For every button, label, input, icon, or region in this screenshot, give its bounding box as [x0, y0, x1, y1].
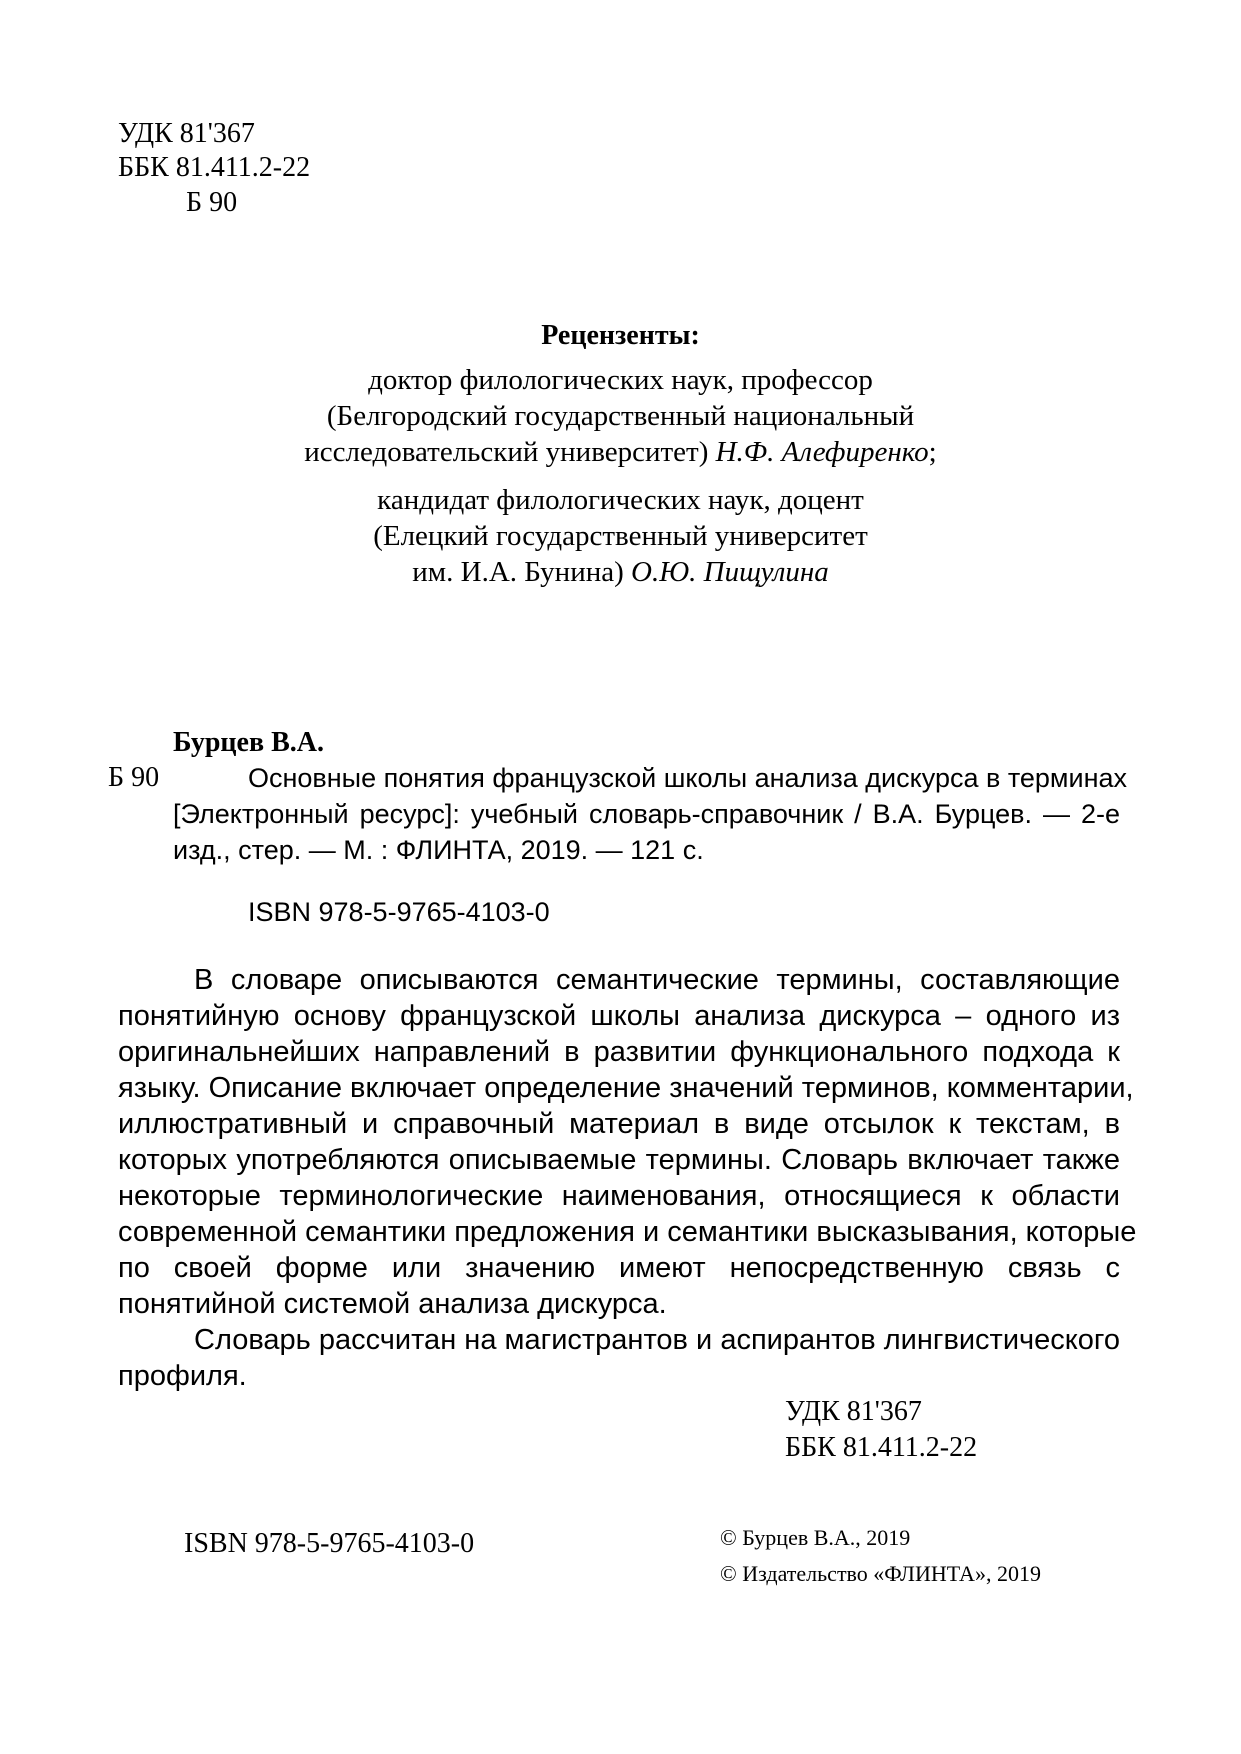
- reviewer1-affiliation-name: [0, 436, 1241, 468]
- book-author: Бурцев В.А.: [173, 727, 324, 758]
- isbn-record: ISBN 978-5-9765-4103-0: [248, 897, 550, 927]
- reviewers-heading: Рецензенты:: [541, 320, 700, 351]
- annotation-audience-line: Словарь рассчитан на магистрантов и аспирантов лингвистического: [194, 1324, 1120, 1356]
- bibliographic-line-2: [Электронный ресурс]: учебный словарь-справочник / В.А. Бурцев. — 2-е: [173, 799, 1120, 829]
- author-mark-top: Б 90: [186, 187, 238, 218]
- author-mark-record: Б 90: [108, 762, 160, 793]
- reviewer1-name: Н.Ф. Алефиренко: [715, 436, 929, 468]
- udk-code-top: УДК 81'367: [118, 118, 255, 149]
- annotation-line: современной семантики предложения и семантики высказывания, которые: [118, 1216, 1137, 1248]
- annotation-audience-line: профиля.: [118, 1360, 247, 1392]
- annotation-line: языку. Описание включает определение значений терминов, комментарии,: [118, 1072, 1134, 1104]
- reviewer1-affiliation-end: исследовательский университет): [304, 436, 716, 468]
- reviewer1-affiliation: (Белгородский государственный национальный: [326, 400, 915, 432]
- bbk-code-bottom: ББК 81.411.2-22: [785, 1432, 978, 1463]
- annotation-line: понятийной системой анализа дискурса.: [118, 1288, 667, 1320]
- bibliographic-line-3: изд., стер. — М. : ФЛИНТА, 2019. — 121 с.: [173, 835, 704, 865]
- copyright-author: © Бурцев В.А., 2019: [720, 1525, 911, 1550]
- annotation-line: В словаре описываются семантические термины, составляющие: [194, 964, 1120, 996]
- reviewer2-name: О.Ю. Пищулина: [631, 556, 829, 588]
- reviewer2-affiliation: (Елецкий государственный университет: [373, 520, 868, 552]
- reviewer2-title: кандидат филологических наук, доцент: [377, 484, 864, 516]
- reviewer2-affiliation-name: [0, 556, 1241, 588]
- reviewer1-title: доктор филологических наук, профессор: [368, 364, 873, 396]
- annotation-line: по своей форме или значению имеют непосредственную связь с: [118, 1252, 1120, 1284]
- udk-code-bottom: УДК 81'367: [785, 1396, 922, 1427]
- bibliographic-line-1: Основные понятия французской школы анализа дискурса в терминах: [248, 763, 1127, 793]
- bbk-code-top: ББК 81.411.2-22: [118, 152, 311, 183]
- annotation-line: иллюстративный и справочный материал в виде отсылок к текстам, в: [118, 1108, 1120, 1140]
- annotation-line: некоторые терминологические наименования, относящиеся к области: [118, 1180, 1120, 1212]
- reviewer2-affiliation-end: им. И.А. Бунина): [412, 556, 632, 588]
- reviewer1-suffix: ;: [928, 436, 937, 468]
- isbn-footer: ISBN 978-5-9765-4103-0: [184, 1528, 475, 1559]
- annotation-line: оригинальнейших направлений в развитии функционального подхода к: [118, 1036, 1120, 1068]
- copyright-publisher: © Издательство «ФЛИНТА», 2019: [720, 1561, 1041, 1586]
- annotation-line: которых употребляются описываемые термины. Словарь включает также: [118, 1144, 1120, 1176]
- annotation-line: понятийную основу французской школы анализа дискурса – одного из: [118, 1000, 1120, 1032]
